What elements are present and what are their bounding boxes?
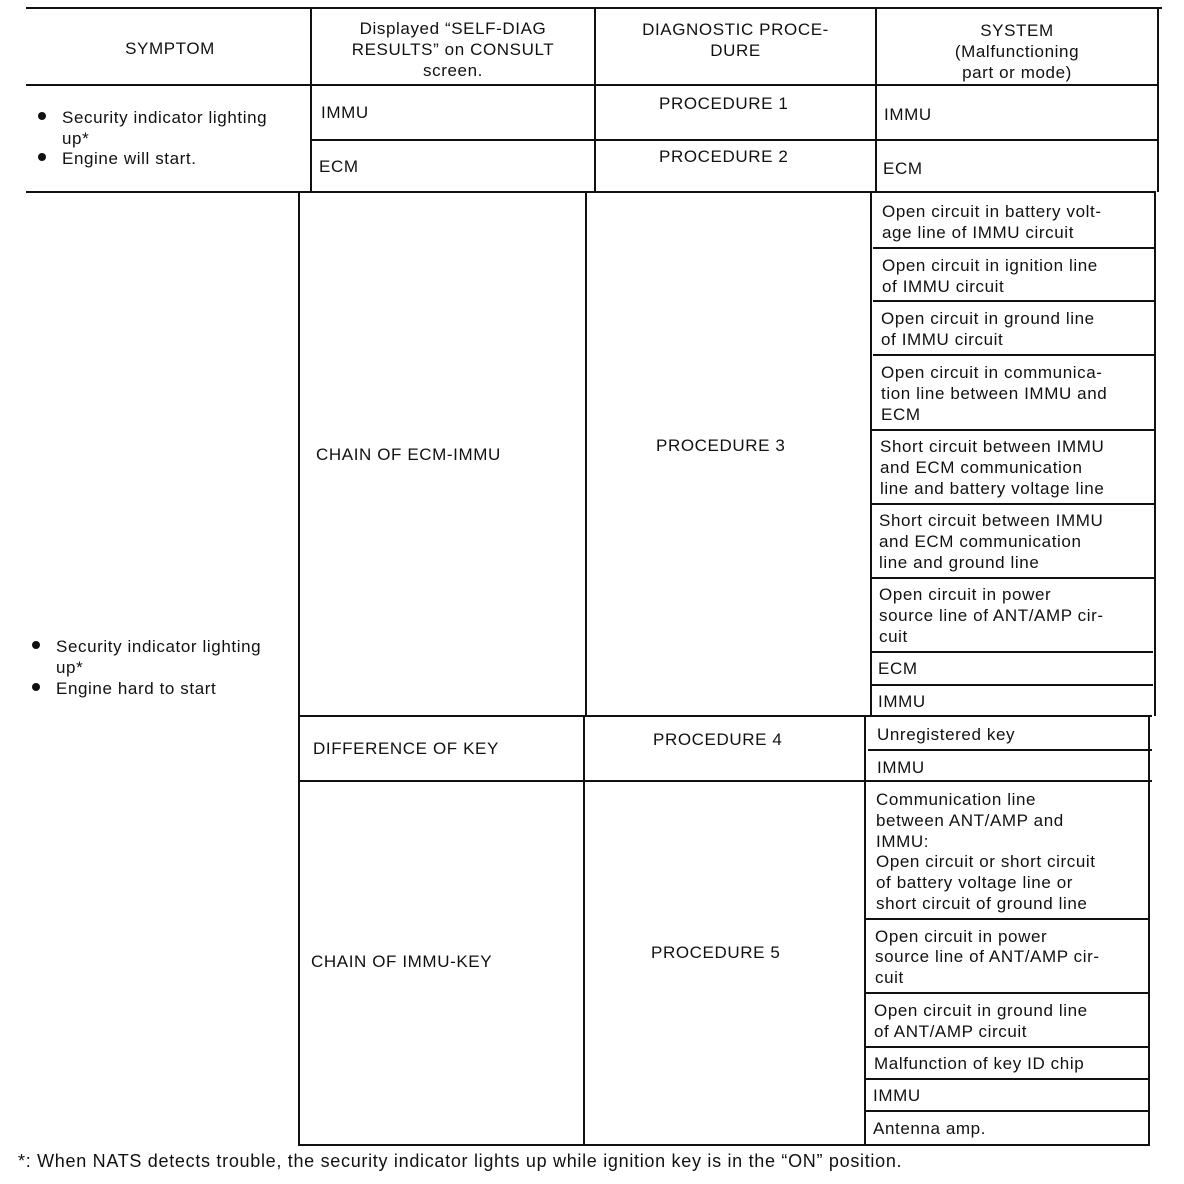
system-item: IMMU bbox=[877, 758, 925, 777]
symptom-g1-item1-line1: Security indicator lighting bbox=[62, 108, 268, 127]
col-rule-4c bbox=[1148, 715, 1150, 1146]
system-item: ECM bbox=[881, 405, 921, 424]
procedure-1: PROCEDURE 1 bbox=[659, 94, 789, 113]
symptom-g2-item1-line1: Security indicator lighting bbox=[56, 637, 262, 656]
selfdiag-immu: IMMU bbox=[321, 103, 369, 122]
system-divider bbox=[865, 1046, 1149, 1048]
system-item: of IMMU circuit bbox=[881, 330, 1004, 349]
system-item: of battery voltage line or bbox=[876, 873, 1074, 892]
system-divider bbox=[873, 300, 1156, 302]
system-item: line and battery voltage line bbox=[880, 479, 1105, 498]
system-divider bbox=[873, 247, 1156, 249]
col-rule-4 bbox=[1157, 7, 1159, 192]
procedure-5: PROCEDURE 5 bbox=[651, 943, 781, 962]
header-procedure-line2: DURE bbox=[710, 41, 761, 60]
col-rule-1b bbox=[298, 191, 300, 1146]
header-selfdiag-line1: Displayed “SELF-DIAG bbox=[359, 19, 547, 38]
procedure-2: PROCEDURE 2 bbox=[659, 147, 789, 166]
system-item: Open circuit in battery volt- bbox=[882, 202, 1102, 221]
system-divider bbox=[865, 992, 1149, 994]
system-item: IMMU bbox=[873, 1086, 921, 1105]
system-divider bbox=[872, 503, 1155, 505]
system-item: Communication line bbox=[876, 790, 1037, 809]
symptom-g1-item2: Engine will start. bbox=[62, 149, 197, 168]
system-item: Unregistered key bbox=[877, 725, 1016, 744]
system-item: Open circuit in power bbox=[875, 927, 1048, 946]
selfdiag-chain-immu-key: CHAIN OF IMMU-KEY bbox=[311, 952, 493, 971]
symptom-g2-item2: Engine hard to start bbox=[56, 679, 217, 698]
header-selfdiag-line3: screen. bbox=[423, 61, 483, 80]
system-item: IMMU bbox=[878, 692, 926, 711]
procedure-4: PROCEDURE 4 bbox=[653, 730, 783, 749]
system-item: cuit bbox=[875, 968, 904, 987]
col-rule-2b bbox=[585, 191, 587, 716]
system-item: of ANT/AMP circuit bbox=[874, 1022, 1028, 1041]
system-divider bbox=[870, 684, 1153, 686]
row-divider-immu-key bbox=[300, 780, 1152, 782]
system-ecm-g1: ECM bbox=[883, 159, 923, 178]
system-item: Open circuit in ground line bbox=[881, 309, 1095, 328]
system-item: and ECM communication bbox=[879, 532, 1082, 551]
symptom-g2-item1-line2: up* bbox=[56, 658, 84, 677]
bullet-icon bbox=[38, 153, 46, 161]
system-item: Open circuit in power bbox=[879, 585, 1052, 604]
system-divider bbox=[873, 354, 1156, 356]
system-divider bbox=[868, 749, 1152, 751]
system-divider bbox=[866, 918, 1150, 920]
table-bottom-border bbox=[298, 1144, 1148, 1146]
bullet-icon bbox=[38, 112, 46, 120]
selfdiag-difference-of-key: DIFFERENCE OF KEY bbox=[313, 739, 499, 758]
system-item: Open circuit in ground line bbox=[874, 1001, 1088, 1020]
system-item: Open circuit in communica- bbox=[881, 363, 1103, 382]
header-procedure-line1: DIAGNOSTIC PROCE- bbox=[642, 20, 829, 39]
row-divider-key bbox=[300, 715, 1152, 717]
bullet-icon bbox=[32, 683, 40, 691]
system-divider bbox=[872, 429, 1155, 431]
col-rule-3b bbox=[870, 191, 872, 716]
selfdiag-ecm: ECM bbox=[319, 157, 359, 176]
system-item: Open circuit or short circuit bbox=[876, 852, 1096, 871]
system-divider bbox=[864, 1110, 1148, 1112]
header-system-line1: SYSTEM bbox=[980, 21, 1054, 40]
header-selfdiag-line2: RESULTS” on CONSULT bbox=[351, 40, 555, 59]
col-rule-3c bbox=[864, 715, 866, 1146]
system-item: Antenna amp. bbox=[873, 1119, 987, 1138]
header-system-line3: part or mode) bbox=[962, 63, 1072, 82]
col-rule-2c bbox=[583, 715, 585, 1146]
system-divider bbox=[864, 1078, 1148, 1080]
system-item: source line of ANT/AMP cir- bbox=[875, 947, 1100, 966]
system-divider bbox=[870, 651, 1153, 653]
row-divider-immu bbox=[311, 139, 1157, 141]
system-item: short circuit of ground line bbox=[876, 894, 1088, 913]
header-symptom: SYMPTOM bbox=[125, 39, 215, 58]
group-divider bbox=[26, 191, 1156, 193]
system-item: Short circuit between IMMU bbox=[879, 511, 1104, 530]
selfdiag-chain-ecm-immu: CHAIN OF ECM-IMMU bbox=[316, 445, 501, 464]
system-item: source line of ANT/AMP cir- bbox=[879, 606, 1104, 625]
system-item: between ANT/AMP and bbox=[876, 811, 1064, 830]
system-item: and ECM communication bbox=[880, 458, 1083, 477]
header-bottom-rule bbox=[26, 84, 1158, 86]
system-item: cuit bbox=[879, 627, 908, 646]
system-item: of IMMU circuit bbox=[882, 277, 1005, 296]
system-item: ECM bbox=[878, 659, 918, 678]
system-item: Malfunction of key ID chip bbox=[874, 1054, 1085, 1073]
system-item: line and ground line bbox=[879, 553, 1040, 572]
symptom-g1-item1-line2: up* bbox=[62, 129, 90, 148]
system-item: IMMU: bbox=[876, 832, 930, 851]
system-item: age line of IMMU circuit bbox=[882, 223, 1075, 242]
col-rule-4b bbox=[1154, 191, 1156, 716]
header-system-line2: (Malfunctioning bbox=[954, 42, 1080, 61]
system-item: Open circuit in ignition line bbox=[882, 256, 1098, 275]
footnote: *: When NATS detects trouble, the security indicator lights up while ignition key is in the “ON” position. bbox=[18, 1151, 903, 1171]
system-item: Short circuit between IMMU bbox=[880, 437, 1105, 456]
system-divider bbox=[871, 577, 1154, 579]
procedure-3: PROCEDURE 3 bbox=[656, 436, 786, 455]
bullet-icon bbox=[32, 641, 40, 649]
system-item: tion line between IMMU and bbox=[881, 384, 1108, 403]
system-immu-g1: IMMU bbox=[884, 105, 932, 124]
